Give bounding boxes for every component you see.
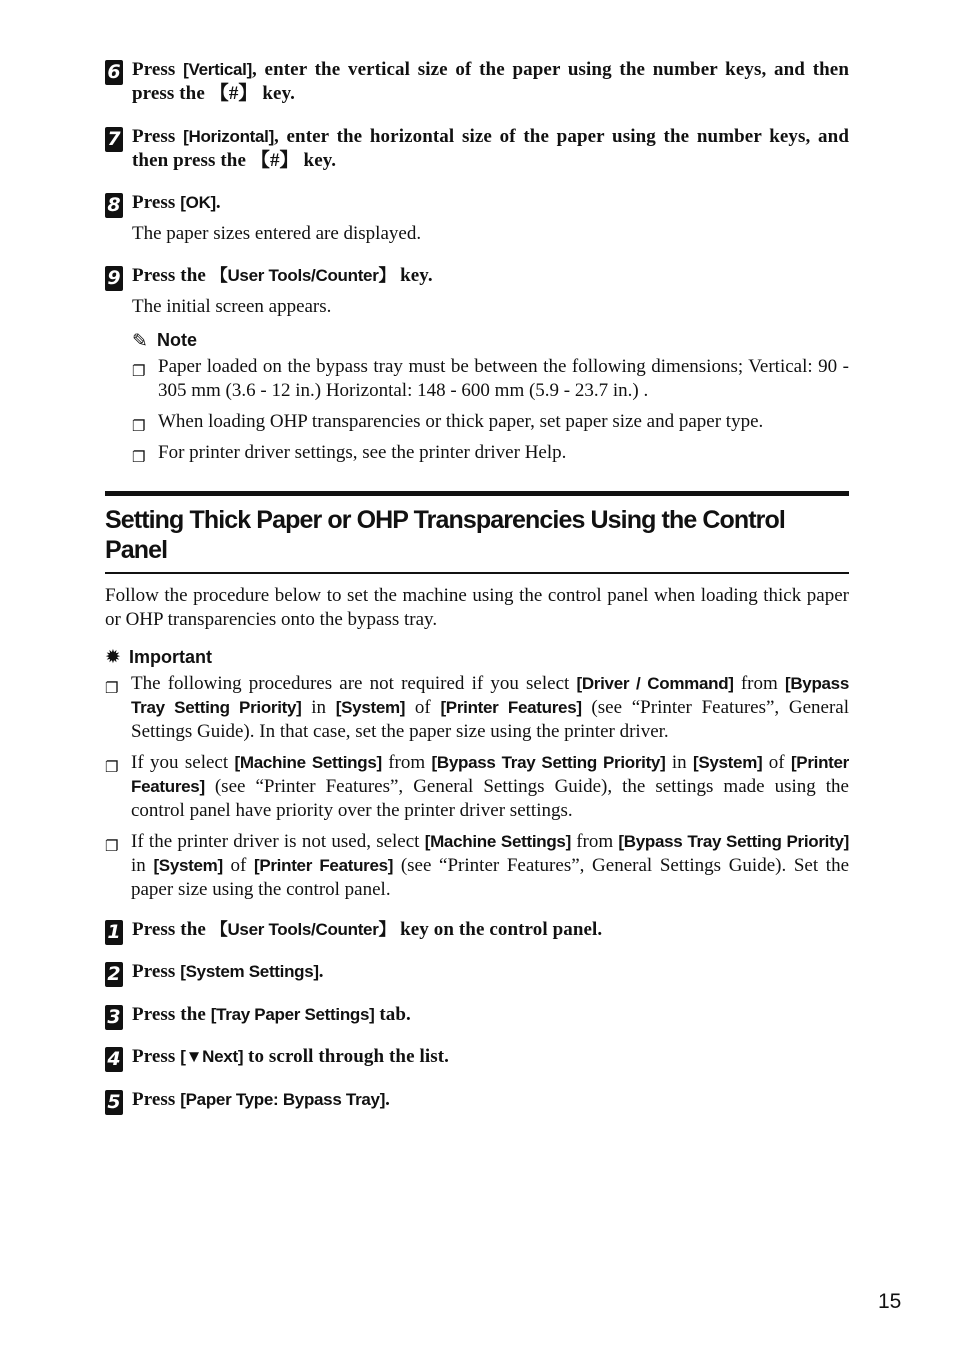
ui-label: [Machine Settings] bbox=[234, 753, 382, 772]
checkbox-bullet-icon: ❐ bbox=[132, 448, 146, 466]
ui-label-tray-paper-settings: [Tray Paper Settings] bbox=[210, 1005, 375, 1024]
step-number: 5 bbox=[105, 1090, 123, 1115]
step-2 bbox=[105, 960, 849, 984]
list-item-text: The following procedures are not required if you select bbox=[131, 673, 577, 694]
note-list bbox=[132, 355, 849, 465]
step-text bbox=[132, 918, 849, 942]
step-text-part: to scroll through the list. bbox=[243, 1046, 450, 1067]
important-icon: ✹ bbox=[105, 646, 121, 668]
list-item-text: (see “Printer Features”, General Settings Guide). In that case, set the paper size using the printer driver. bbox=[131, 697, 849, 742]
ui-label: [Printer Features] bbox=[131, 753, 849, 796]
note-title: Note bbox=[157, 330, 197, 350]
important-heading bbox=[105, 646, 849, 668]
step-text-part: Press the bbox=[132, 265, 211, 286]
step-text bbox=[132, 264, 849, 288]
step-number: 1 bbox=[105, 920, 123, 945]
step-text-part: key. bbox=[395, 265, 433, 286]
hash-key: 【#】 bbox=[209, 83, 258, 104]
list-item bbox=[105, 830, 849, 902]
step-text bbox=[132, 960, 849, 984]
list-item bbox=[132, 355, 849, 403]
step-5 bbox=[105, 1088, 849, 1112]
step-number: 9 bbox=[105, 266, 123, 291]
list-item-text: in bbox=[301, 697, 336, 718]
ui-label-next: [▼Next] bbox=[180, 1047, 244, 1066]
page-content bbox=[105, 58, 849, 1112]
ui-label-vertical: [Vertical] bbox=[183, 60, 252, 79]
step-1 bbox=[105, 918, 849, 942]
step-text bbox=[132, 191, 849, 215]
section-title: Setting Thick Paper or OHP Transparencies Using the Control Panel bbox=[105, 491, 849, 574]
step-text-part: Press the bbox=[132, 919, 211, 940]
step-text-part: key on the control panel. bbox=[395, 919, 603, 940]
list-item-text: Paper loaded on the bypass tray must be between the following dimensions; Vertical: 90 - 305 mm (3.6 - 12 in.) Horizontal: 148 - 600 mm (5.9 - 23.7 in.) . bbox=[158, 356, 849, 401]
step-text bbox=[132, 1045, 849, 1069]
step-text bbox=[132, 125, 849, 173]
note-heading bbox=[132, 329, 849, 351]
checkbox-bullet-icon: ❐ bbox=[105, 837, 119, 855]
step-text bbox=[132, 58, 849, 106]
ui-label: [Bypass Tray Setting Priority] bbox=[431, 753, 666, 772]
ui-label-system-settings: [System Settings] bbox=[180, 962, 319, 981]
step-text-part: Press bbox=[132, 961, 181, 982]
list-item-text: in bbox=[131, 855, 154, 876]
step-number: 7 bbox=[105, 127, 123, 152]
step-text bbox=[132, 1088, 849, 1112]
step-text-part: Press bbox=[132, 59, 184, 80]
step-text-part: Press bbox=[132, 126, 184, 147]
step-number: 3 bbox=[105, 1005, 123, 1030]
step-text-part: . bbox=[318, 961, 324, 982]
list-item bbox=[105, 751, 849, 823]
list-item-text: When loading OHP transparencies or thick paper, set paper size and paper type. bbox=[158, 411, 764, 432]
ui-label-user-tools-counter: 【User Tools/Counter】 bbox=[210, 920, 396, 939]
checkbox-bullet-icon: ❐ bbox=[105, 679, 119, 697]
step-6 bbox=[105, 58, 849, 106]
checkbox-bullet-icon: ❐ bbox=[105, 758, 119, 776]
ui-label: [Driver / Command] bbox=[576, 674, 734, 693]
step-text-part: Press bbox=[132, 192, 181, 213]
list-item bbox=[132, 441, 849, 465]
step-3 bbox=[105, 1003, 849, 1027]
list-item bbox=[105, 672, 849, 744]
list-item-text: from bbox=[570, 831, 619, 852]
list-item-text: (see “Printer Features”, General Settings Guide). Set the paper size using the control panel. bbox=[131, 855, 849, 900]
ui-label: [Bypass Tray Setting Priority] bbox=[131, 674, 849, 717]
step-text-part: . bbox=[385, 1089, 390, 1110]
step-text-part: tab. bbox=[374, 1004, 411, 1025]
page-number: 15 bbox=[878, 1290, 902, 1313]
step-8 bbox=[105, 191, 849, 246]
step-text-part: , enter the vertical size of the paper using the number keys, and then press the bbox=[132, 59, 849, 104]
step-text-part: Press bbox=[132, 1046, 181, 1067]
list-item-text: in bbox=[665, 752, 693, 773]
note-section bbox=[132, 329, 849, 465]
checkbox-bullet-icon: ❐ bbox=[132, 417, 146, 435]
list-item bbox=[132, 410, 849, 434]
step-description: The paper sizes entered are displayed. bbox=[132, 223, 422, 244]
step-7 bbox=[105, 125, 849, 173]
list-item-text: For printer driver settings, see the printer driver Help. bbox=[158, 442, 567, 463]
step-text-part: key. bbox=[257, 83, 295, 104]
step-9 bbox=[105, 264, 849, 319]
ui-label: [System] bbox=[692, 753, 763, 772]
pencil-icon: ✎ bbox=[132, 330, 148, 352]
step-number: 2 bbox=[105, 962, 123, 987]
list-item-text: If the printer driver is not used, select bbox=[131, 831, 425, 852]
list-item-text: of bbox=[405, 697, 441, 718]
step-text bbox=[132, 1003, 849, 1027]
step-text-part: Press the bbox=[132, 1004, 211, 1025]
list-item-text: (see “Printer Features”, General Settings Guide), the settings made using the control panel have priority over the printer driver settings. bbox=[131, 776, 849, 821]
step-text-part: . bbox=[215, 192, 221, 213]
step-text-part: Press bbox=[132, 1089, 181, 1110]
ui-label-ok: [OK] bbox=[180, 193, 216, 212]
ui-label: [Printer Features] bbox=[253, 856, 394, 875]
list-item-text: of bbox=[222, 855, 254, 876]
ui-label: [Printer Features] bbox=[440, 698, 582, 717]
ui-label-horizontal: [Horizontal] bbox=[183, 127, 274, 146]
important-list bbox=[105, 672, 849, 902]
procedure-steps bbox=[105, 918, 849, 1112]
section-intro: Follow the procedure below to set the machine using the control panel when loading thick paper or OHP transparencies onto the bypass tray. bbox=[105, 585, 849, 630]
step-number: 8 bbox=[105, 193, 123, 218]
step-text-part: key. bbox=[298, 150, 337, 171]
hash-key: 【#】 bbox=[250, 150, 299, 171]
list-item-text: If you select bbox=[131, 752, 235, 773]
ui-label: [Bypass Tray Setting Priority] bbox=[618, 832, 849, 851]
step-4 bbox=[105, 1045, 849, 1069]
list-item-text: from bbox=[733, 673, 785, 694]
ui-label: [System] bbox=[335, 698, 406, 717]
checkbox-bullet-icon: ❐ bbox=[132, 362, 146, 380]
ui-label: [Machine Settings] bbox=[424, 832, 571, 851]
step-number: 6 bbox=[105, 60, 123, 85]
important-title: Important bbox=[129, 647, 212, 667]
step-text-part: , enter the horizontal size of the paper using the number keys, and then press the bbox=[132, 126, 849, 171]
ui-label: [System] bbox=[153, 856, 223, 875]
list-item-text: from bbox=[381, 752, 432, 773]
step-description: The initial screen appears. bbox=[132, 296, 332, 317]
ui-label-paper-type-bypass-tray: [Paper Type: Bypass Tray] bbox=[180, 1090, 386, 1109]
step-number: 4 bbox=[105, 1047, 123, 1072]
ui-label-user-tools-counter: 【User Tools/Counter】 bbox=[210, 266, 396, 285]
list-item-text: of bbox=[762, 752, 791, 773]
